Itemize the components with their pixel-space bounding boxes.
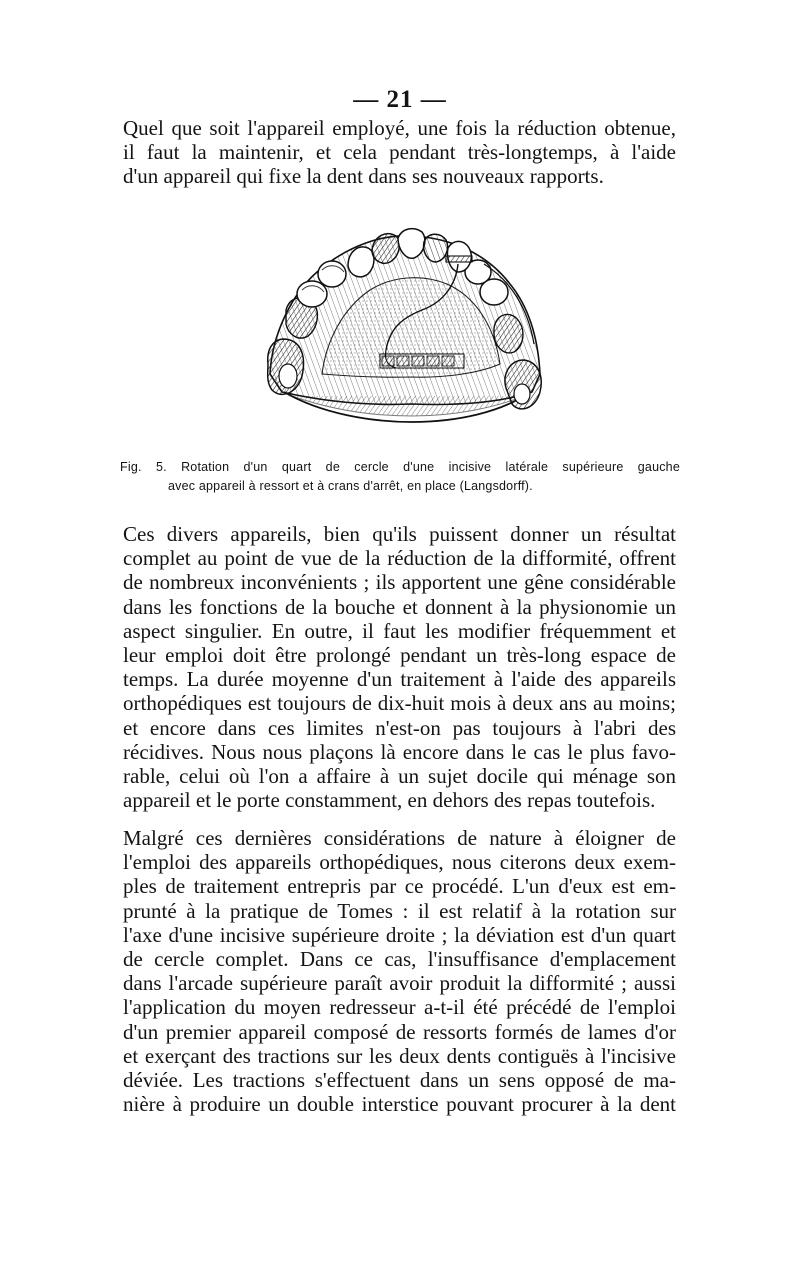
text-line: prunté à la pratique de Tomes : il est relatif à la rotation sur — [123, 898, 676, 923]
text-line: et exerçant des tractions sur les deux dents contiguës à l'incisive — [123, 1043, 676, 1068]
text-line: de nombreux inconvénients ; ils apportent une gêne considérable — [123, 570, 676, 595]
text-line: l'emploi des appareils orthopédiques, nous citerons deux exem- — [123, 850, 676, 875]
text-line: Quel que soit l'appareil employé, une fois la réduction obtenue, — [123, 116, 676, 140]
text-line: temps. La durée moyenne d'un traitement à l'aide des appareils — [123, 667, 676, 692]
text-line: leur emploi doit être prolongé pendant un très-long espace de — [123, 643, 676, 668]
text-line: dans l'arcade supérieure paraît avoir produit la difformité ; aussi — [123, 971, 676, 996]
text-line: aspect singulier. En outre, il faut les modifier fréquemment et — [123, 618, 676, 643]
text-line: il faut la maintenir, et cela pendant très-longtemps, à l'aide — [123, 140, 676, 165]
text-line: ples de traitement entrepris par ce procédé. L'un d'eux est em- — [123, 874, 676, 899]
caption-line: avec appareil à ressort et à crans d'arrêt, en place (Langsdorff). — [168, 479, 533, 493]
body-paragraph — [123, 522, 676, 812]
text-line: d'un appareil qui fixe la dent dans ses nouveaux rapports. — [123, 164, 604, 189]
intro-paragraph — [123, 116, 676, 189]
text-line: orthopédiques est toujours de dix-huit mois à deux ans au moins; — [123, 691, 676, 716]
body-paragraph — [123, 826, 676, 1116]
text-line: appareil et le porte constamment, en dehors des repas toutefois. — [123, 788, 656, 813]
figure-caption — [120, 458, 680, 496]
text-line: Ces divers appareils, bien qu'ils puissent donner un résultat — [123, 522, 676, 546]
text-line: déviée. Les tractions s'effectuent dans un sens opposé de ma- — [123, 1068, 676, 1093]
text-line: récidives. Nous nous plaçons là encore dans le cas le plus favo- — [123, 739, 676, 764]
text-line: et encore dans ces limites n'est-on pas toujours à l'abri des — [123, 715, 676, 740]
text-line: complet au point de vue de la réduction de la difformité, offrent — [123, 546, 676, 571]
text-line: d'un premier appareil composé de ressorts formés de lames d'or — [123, 1019, 676, 1044]
caption-line: Fig. 5. Rotation d'un quart de cercle d'une incisive latérale supérieure gauche — [120, 460, 680, 474]
text-line: de cercle complet. Dans ce cas, l'insuffisance d'emplacement — [123, 947, 676, 972]
text-line: dans les fonctions de la bouche et donnent à la physionomie un — [123, 594, 676, 619]
page-number: — 21 — — [353, 86, 447, 113]
text-line: l'application du moyen redresseur a-t-il été précédé de l'emploi — [123, 995, 676, 1020]
text-line: l'axe d'une incisive supérieure droite ; la déviation est d'un quart — [123, 922, 676, 947]
text-line: rable, celui où l'on a affaire à un sujet docile qui ménage son — [123, 764, 676, 789]
text-line: Malgré ces dernières considérations de nature à éloigner de — [123, 826, 676, 850]
dental-arch-illustration — [262, 224, 548, 450]
text-line: nière à produire un double interstice pouvant procurer à la dent — [123, 1092, 676, 1117]
